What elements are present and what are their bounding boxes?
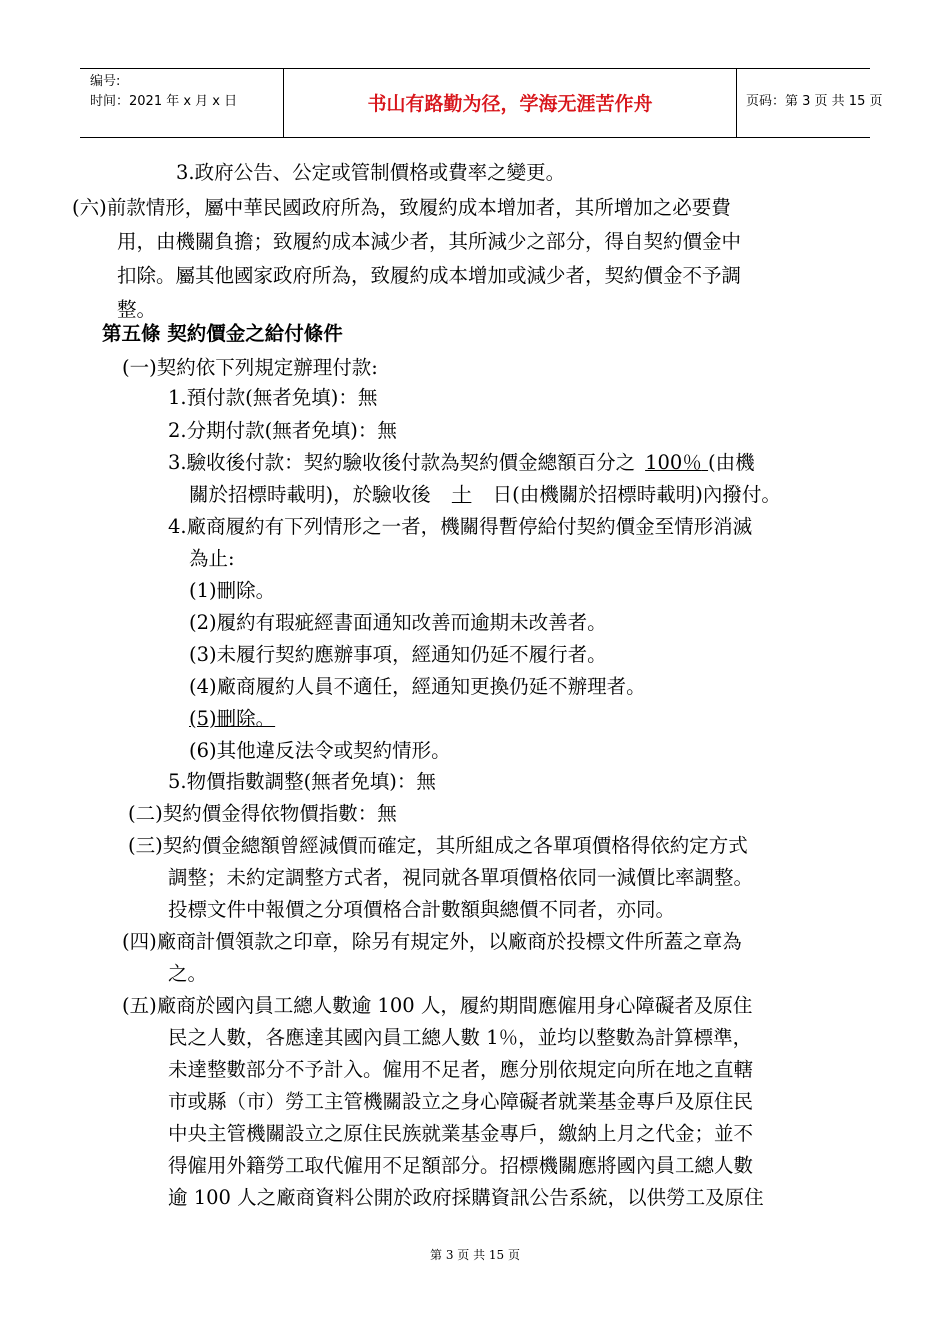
header-motto-cell (283, 69, 737, 137)
text-line: 民之人數，各應達其國內員工總人數 1％，並均以整數為計算標準， (168, 1026, 753, 1049)
text-line: (一)契約依下列規定辦理付款: (122, 356, 378, 379)
text-line (168, 449, 755, 477)
header-meta-cell (80, 69, 283, 137)
text-line: (2)履約有瑕疵經書面通知改善而逾期未改善者。 (189, 611, 607, 634)
header-motto: 书山有路勤为径，学海无涯苦作舟 (367, 93, 653, 115)
text-line: 整。 (117, 298, 157, 321)
text-line: (6)其他違反法令或契約情形。 (189, 739, 451, 762)
text-segment: 3.驗收後付款：契約驗收後付款為契約價金總額百分之 (168, 451, 636, 474)
text-line: 中央主管機關設立之原住民族就業基金專戶，繳納上月之代金；並不 (168, 1122, 754, 1145)
text-line: 市或縣（市）勞工主管機關設立之身心障礙者就業基金專戶及原住民 (168, 1090, 754, 1113)
page-header (80, 68, 883, 138)
text-line: (五)廠商於國內員工總人數逾 100 人，履約期間應僱用身心障礙者及原住 (122, 994, 753, 1017)
text-line: 之。 (168, 962, 208, 985)
text-line: 3.政府公告、公定或管制價格或費率之變更。 (176, 161, 566, 184)
text-line: 投標文件中報價之分項價格合計數額與總價不同者，亦同。 (168, 898, 676, 921)
doc-time-label: 时间：2021 年 x 月 x 日 (90, 94, 238, 109)
text-line: 2.分期付款(無者免填)：無 (168, 419, 397, 442)
text-segment: 日(由機關於招標時載明)內撥付。 (492, 483, 781, 506)
section-heading: 第五條 契約價金之給付條件 (102, 322, 343, 345)
text-segment: (由機 (708, 451, 755, 474)
text-line: 調整；未約定調整方式者，視同就各單項價格依同一減價比率調整。 (168, 866, 754, 889)
text-line: 5.物價指數調整(無者免填)：無 (168, 770, 436, 793)
text-line: (1)刪除。 (189, 579, 276, 602)
text-line: 得僱用外籍勞工取代僱用不足額部分。招標機關應將國內員工總人數 (168, 1154, 754, 1177)
text-line (189, 705, 285, 733)
text-line: (六)前款情形，屬中華民國政府所為，致履約成本增加者，其所增加之必要費 (72, 196, 731, 219)
filled-blank-days: 十 (451, 483, 472, 506)
text-line: (三)契約價金總額曾經減價而確定，其所組成之各單項價格得依約定方式 (128, 834, 748, 857)
text-line: (4)廠商履約人員不適任，經通知更換仍延不辦理者。 (189, 675, 646, 698)
text-line (189, 481, 781, 509)
text-line: 扣除。屬其他國家政府所為，致履約成本增加或減少者，契約價金不予調 (117, 264, 742, 287)
text-line: 為止: (189, 547, 235, 570)
text-line: 逾 100 人之廠商資料公開於政府採購資訊公告系統，以供勞工及原住 (168, 1186, 764, 1209)
text-line: 1.預付款(無者免填)：無 (168, 386, 378, 409)
header-page-cell (736, 69, 883, 137)
text-line: 用，由機關負擔；致履約成本減少者，其所減少之部分，得自契約價金中 (117, 230, 742, 253)
text-line: 4.廠商履約有下列情形之一者，機關得暫停給付契約價金至情形消滅 (168, 515, 753, 538)
text-line: (3)未履行契約應辦事項，經通知仍延不履行者。 (189, 643, 607, 666)
page-footer: 第 3 页 共 15 页 (430, 1248, 520, 1262)
doc-number-label: 编号: (90, 74, 121, 89)
text-line: (二)契約價金得依物價指數：無 (128, 802, 397, 825)
text-line: (四)廠商計價領款之印章，除另有規定外，以廠商於投標文件所蓋之章為 (122, 930, 742, 953)
header-page-info: 页码：第 3 页 共 15 页 (746, 94, 883, 109)
filled-blank-percentage: 100％ (645, 451, 702, 474)
text-segment: 關於招標時載明)，於驗收後 (189, 483, 431, 506)
text-segment-underlined: (5)刪除。 (189, 707, 276, 730)
text-line: 未達整數部分不予計入。僱用不足者，應分別依規定向所在地之直轄 (168, 1058, 754, 1081)
